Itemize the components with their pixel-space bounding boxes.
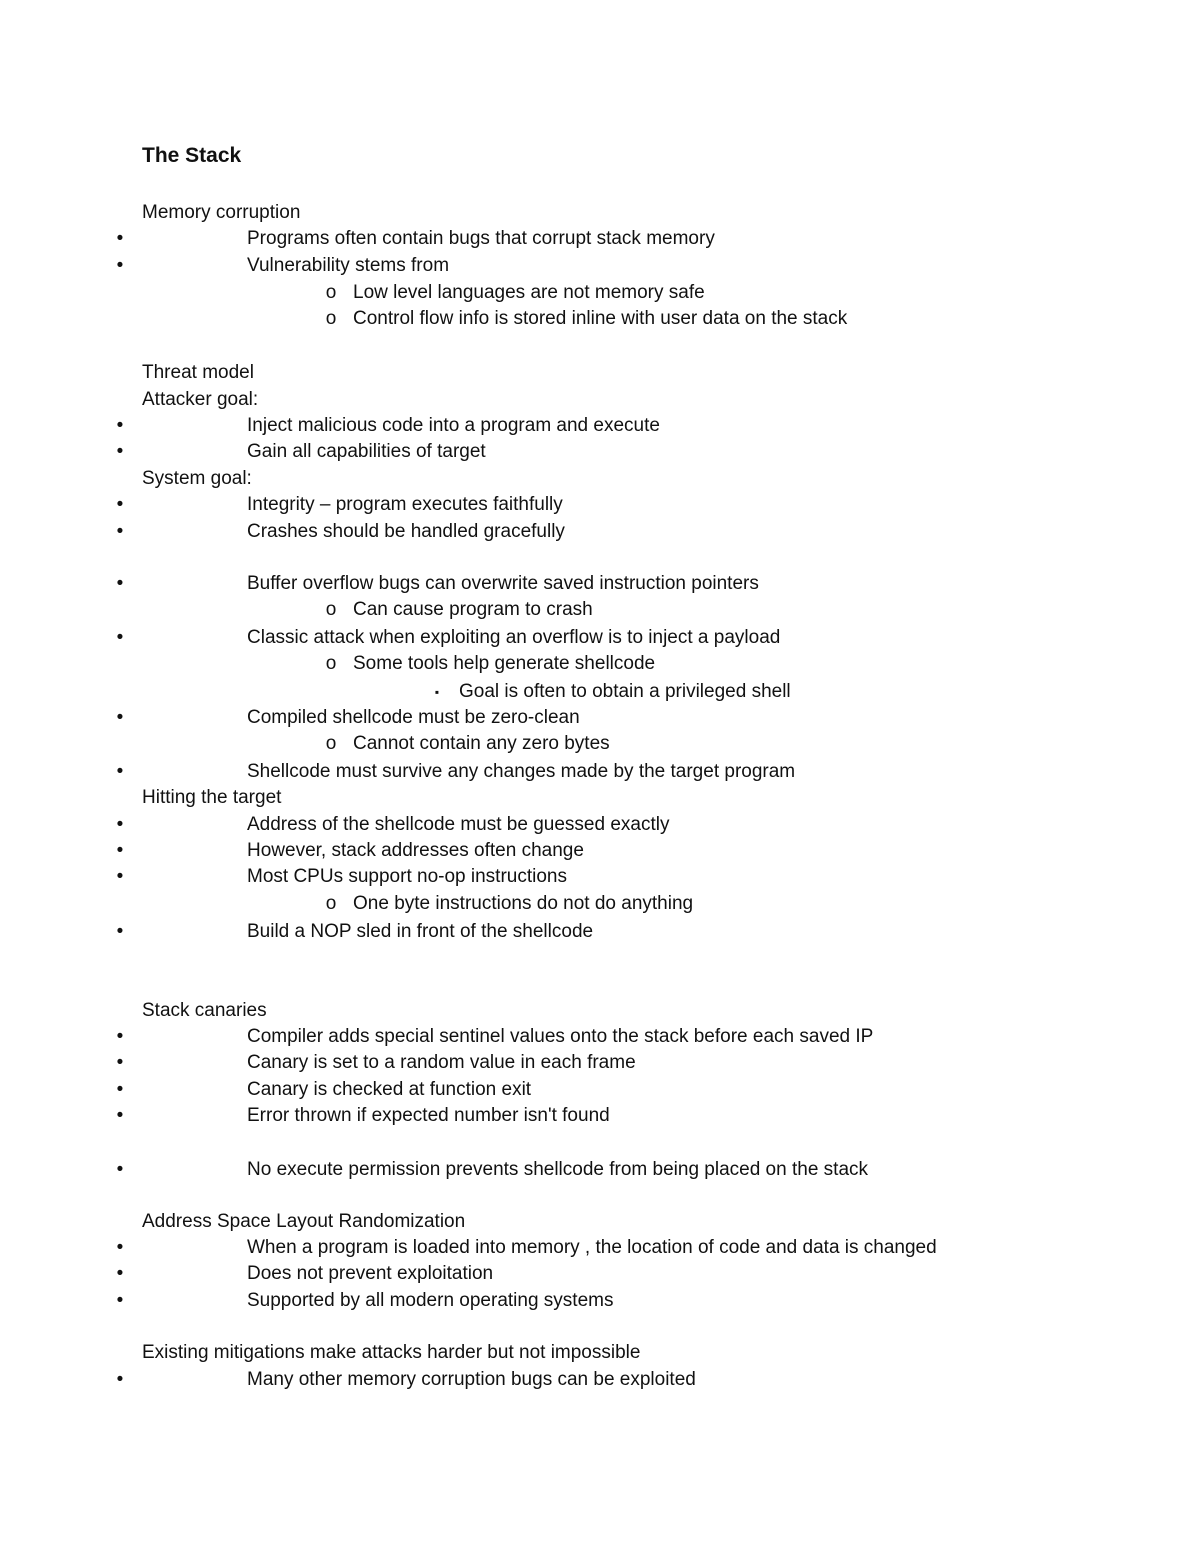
list-item — [325, 651, 656, 677]
bullet-marker: • — [116, 1237, 124, 1258]
list-item — [325, 731, 610, 757]
bullet-marker: • — [116, 627, 124, 648]
bullet-marker: • — [116, 814, 124, 835]
line-text: System goal: — [142, 468, 252, 489]
bullet-marker: • — [116, 573, 124, 594]
line-text: Existing mitigations make attacks harder but not impossible — [142, 1342, 641, 1363]
line-text: Stack canaries — [142, 1000, 267, 1021]
line-text: Attacker goal: — [142, 389, 259, 410]
list-item — [116, 1103, 610, 1129]
list-item — [325, 280, 705, 306]
line-text: Goal is often to obtain a privileged shell — [459, 681, 791, 702]
list-item — [116, 1288, 614, 1314]
line-text: Most CPUs support no-op instructions — [247, 866, 567, 887]
bullet-marker: • — [116, 228, 124, 249]
bullet-marker: o — [325, 282, 337, 303]
section-heading — [142, 1209, 465, 1235]
list-item — [116, 519, 565, 545]
bullet-marker: • — [116, 494, 124, 515]
line-text: Integrity – program executes faithfully — [247, 494, 563, 515]
list-item — [116, 812, 670, 838]
line-text: Vulnerability stems from — [247, 255, 450, 276]
line-text: Crashes should be handled gracefully — [247, 521, 565, 542]
bullet-marker: • — [116, 1026, 124, 1047]
bullet-marker: • — [116, 921, 124, 942]
line-text: Compiler adds special sentinel values onto the stack before each saved IP — [247, 1026, 874, 1047]
list-item — [116, 705, 580, 731]
list-item — [116, 838, 584, 864]
bullet-marker: • — [116, 521, 124, 542]
list-item — [116, 571, 759, 597]
line-text: Gain all capabilities of target — [247, 441, 486, 462]
list-item — [116, 1157, 869, 1183]
bullet-marker: • — [116, 1290, 124, 1311]
bullet-marker: ▪ — [434, 685, 440, 699]
line-text: Error thrown if expected number isn't found — [247, 1105, 610, 1126]
list-item — [116, 1024, 874, 1050]
list-item — [116, 492, 563, 518]
line-text: Control flow info is stored inline with user data on the stack — [353, 308, 848, 329]
line-text: When a program is loaded into memory , the location of code and data is changed — [247, 1237, 937, 1258]
list-item — [325, 306, 848, 332]
bullet-marker: • — [116, 1159, 124, 1180]
list-item — [116, 439, 486, 465]
line-text: Low level languages are not memory safe — [353, 282, 705, 303]
list-item — [116, 226, 715, 252]
line-text: Build a NOP sled in front of the shellcode — [247, 921, 594, 942]
section-heading — [142, 785, 281, 811]
bullet-marker: o — [325, 308, 337, 329]
list-item — [434, 679, 791, 705]
section-heading — [142, 360, 254, 386]
bullet-marker: o — [325, 733, 337, 754]
list-item — [116, 1235, 937, 1261]
list-item — [116, 919, 594, 945]
list-item — [116, 864, 567, 890]
section-heading — [142, 998, 267, 1024]
list-item — [116, 413, 660, 439]
line-text: Some tools help generate shellcode — [353, 653, 656, 674]
bullet-marker: o — [325, 653, 337, 674]
bullet-marker: • — [116, 866, 124, 887]
bullet-marker: • — [116, 1263, 124, 1284]
line-text: Canary is set to a random value in each frame — [247, 1052, 636, 1073]
line-text: Threat model — [142, 362, 254, 383]
line-text: Programs often contain bugs that corrupt stack memory — [247, 228, 715, 249]
bullet-marker: • — [116, 1052, 124, 1073]
line-text: Cannot contain any zero bytes — [353, 733, 610, 754]
list-item — [116, 759, 796, 785]
section-heading — [142, 466, 252, 492]
line-text: Canary is checked at function exit — [247, 1079, 532, 1100]
bullet-marker: • — [116, 707, 124, 728]
line-text: Buffer overflow bugs can overwrite saved instruction pointers — [247, 573, 759, 594]
line-text: However, stack addresses often change — [247, 840, 584, 861]
line-text: One byte instructions do not do anything — [353, 893, 694, 914]
bullet-marker: o — [325, 599, 337, 620]
page-title: The Stack — [142, 144, 242, 167]
bullet-marker: • — [116, 255, 124, 276]
bullet-marker: • — [116, 441, 124, 462]
bullet-marker: o — [325, 893, 337, 914]
line-text: Address of the shellcode must be guessed exactly — [247, 814, 670, 835]
section-heading — [142, 200, 300, 226]
line-text: Many other memory corruption bugs can be exploited — [247, 1369, 696, 1390]
line-text: Supported by all modern operating systems — [247, 1290, 614, 1311]
list-item — [116, 1077, 532, 1103]
line-text: Hitting the target — [142, 787, 282, 808]
line-text: No execute permission prevents shellcode from being placed on the stack — [247, 1159, 869, 1180]
list-item — [116, 253, 450, 279]
bullet-marker: • — [116, 761, 124, 782]
list-item — [116, 1050, 636, 1076]
line-text: Does not prevent exploitation — [247, 1263, 494, 1284]
list-item — [116, 1261, 494, 1287]
line-text: Shellcode must survive any changes made by the target program — [247, 761, 796, 782]
line-text: Address Space Layout Randomization — [142, 1211, 466, 1232]
line-text: Classic attack when exploiting an overflow is to inject a payload — [247, 627, 781, 648]
bullet-marker: • — [116, 415, 124, 436]
list-item — [116, 625, 781, 651]
line-text: Memory corruption — [142, 202, 301, 223]
list-item — [325, 891, 694, 917]
list-item — [116, 1367, 696, 1393]
bullet-marker: • — [116, 840, 124, 861]
section-heading — [142, 387, 258, 413]
line-text: Can cause program to crash — [353, 599, 593, 620]
bullet-marker: • — [116, 1369, 124, 1390]
line-text: Compiled shellcode must be zero-clean — [247, 707, 580, 728]
bullet-marker: • — [116, 1079, 124, 1100]
line-text: Inject malicious code into a program and execute — [247, 415, 660, 436]
list-item — [325, 597, 593, 623]
section-heading — [142, 1340, 640, 1366]
bullet-marker: • — [116, 1105, 124, 1126]
